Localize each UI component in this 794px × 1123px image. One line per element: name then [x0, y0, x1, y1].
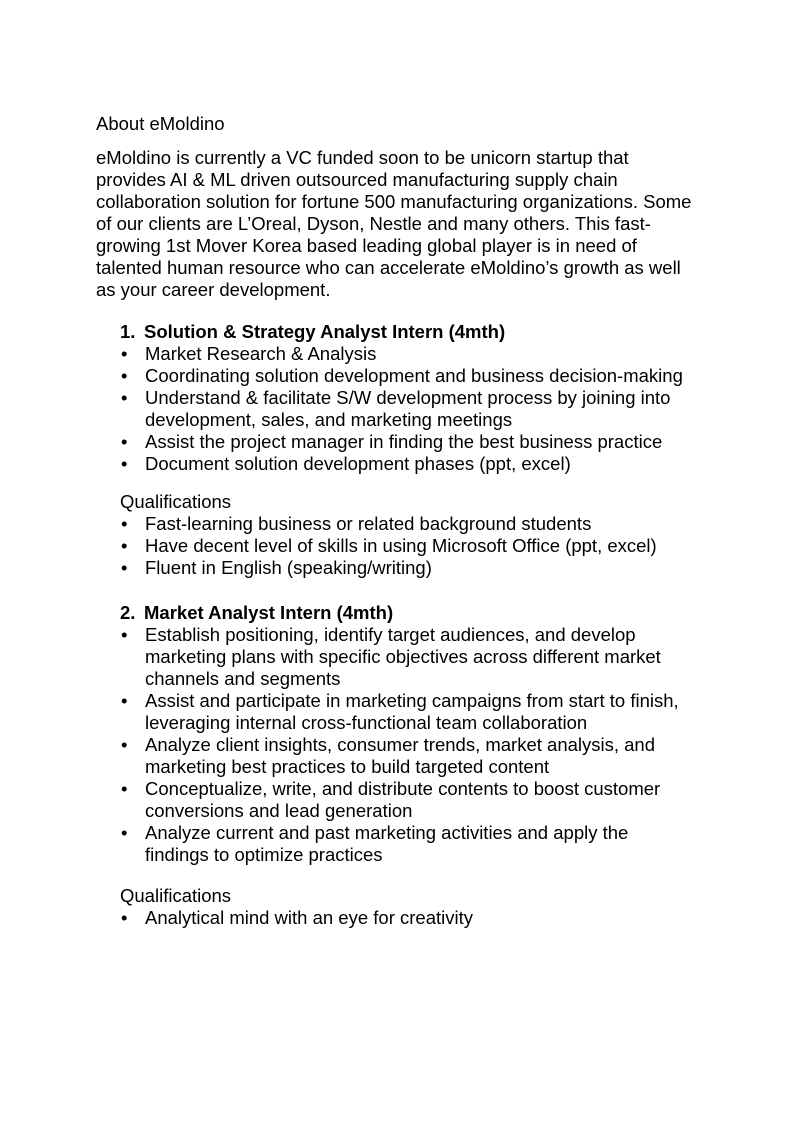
responsibilities-list-2 — [96, 624, 695, 866]
bullet-item: • Understand & facilitate S/W development process by joining into development, sales, and marketing meetings — [96, 387, 695, 431]
job-title-1-text: Solution & Strategy Analyst Intern (4mth) — [144, 321, 506, 342]
bullet-item: • Document solution development phases (ppt, excel) — [96, 453, 695, 475]
bullet-item: • Coordinating solution development and business decision-making — [96, 365, 695, 387]
bullet-item: • Conceptualize, write, and distribute contents to boost customer conversions and lead generation — [96, 778, 695, 822]
bullet-item: • Have decent level of skills in using Microsoft Office (ppt, excel) — [96, 535, 695, 557]
job-title-2-number: 2. — [120, 602, 136, 623]
bullet-item: • Establish positioning, identify target audiences, and develop marketing plans with specific objectives across different market channels and segments — [96, 624, 695, 690]
bullet-item: • Assist the project manager in finding the best business practice — [96, 431, 695, 453]
qualifications-heading-1: Qualifications — [120, 491, 232, 512]
bullet-item: • Assist and participate in marketing campaigns from start to finish, leveraging internal cross-functional team collaboration — [96, 690, 695, 734]
job-title-1-number: 1. — [120, 321, 136, 342]
job-title-1 — [120, 321, 702, 343]
qualifications-list-1 — [96, 513, 695, 579]
qualifications-list-2 — [96, 907, 695, 929]
about-heading: About eMoldino — [96, 113, 225, 134]
bullet-item: • Analyze client insights, consumer trends, market analysis, and marketing best practices to build targeted content — [96, 734, 695, 778]
intro-paragraph: eMoldino is currently a VC funded soon to be unicorn startup that provides AI & ML driven outsourced manufacturing supply chain collaboration solution for fortune 500 manufacturing organizations. Some of our clients are L’Oreal, Dyson, Nestle and many others. This fast-growing 1st Mover Korea based leading global player is in need of talented human resource who can accelerate eMoldino’s growth as well as your career development. — [96, 147, 692, 300]
qualifications-heading-2: Qualifications — [120, 885, 232, 906]
bullet-item: • Market Research & Analysis — [96, 343, 695, 365]
job-title-2-text: Market Analyst Intern (4mth) — [144, 602, 394, 623]
responsibilities-list-1 — [96, 343, 695, 475]
bullet-item: • Analytical mind with an eye for creativity — [96, 907, 695, 929]
bullet-item: • Fast-learning business or related background students — [96, 513, 695, 535]
bullet-item: • Fluent in English (speaking/writing) — [96, 557, 695, 579]
job-title-2 — [120, 602, 702, 624]
bullet-item: • Analyze current and past marketing activities and apply the findings to optimize practices — [96, 822, 695, 866]
